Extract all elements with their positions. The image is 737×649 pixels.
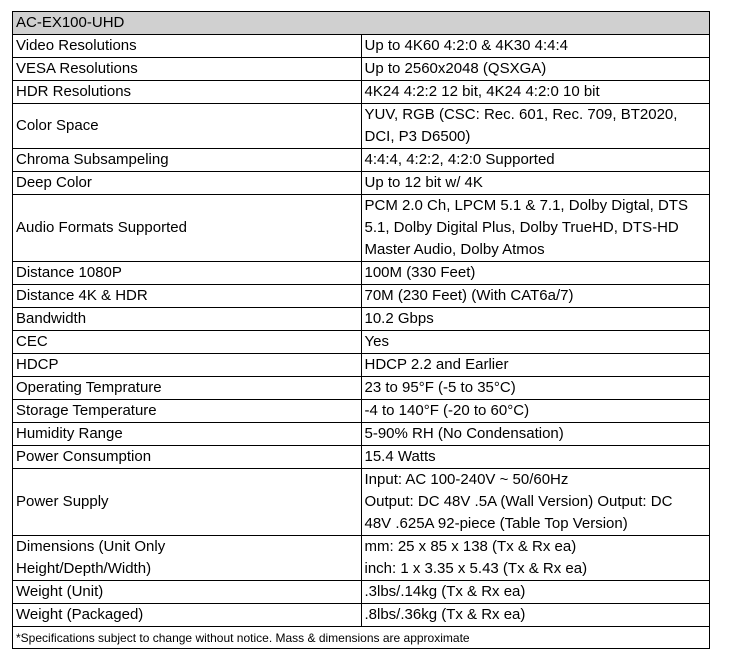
spec-label-line: Chroma Subsampeling (16, 151, 169, 168)
spec-value-line: 23 to 95°F (-5 to 35°C) (364, 379, 516, 396)
spec-label (13, 195, 362, 262)
spec-row (13, 262, 710, 285)
spec-value (361, 423, 710, 446)
spec-label-line: Color Space (16, 117, 99, 134)
spec-label (13, 400, 362, 423)
spec-label-line: Power Supply (16, 493, 109, 510)
spec-label-line: Power Consumption (16, 448, 152, 465)
spec-row (13, 285, 710, 308)
spec-row (13, 104, 710, 149)
spec-row (13, 469, 710, 536)
spec-value (361, 35, 710, 58)
spec-value (361, 285, 710, 308)
spec-label (13, 604, 362, 627)
spec-label (13, 172, 362, 195)
footnote-row (13, 627, 710, 649)
spec-label-line: Height/Depth/Width) (16, 560, 152, 577)
spec-value-line: DCI, P3 D6500) (364, 128, 471, 145)
spec-label (13, 536, 362, 581)
spec-label (13, 81, 362, 104)
spec-value-line: -4 to 140°F (-20 to 60°C) (364, 402, 530, 419)
spec-value (361, 469, 710, 536)
spec-value-line: 4:4:4, 4:2:2, 4:2:0 Supported (364, 151, 555, 168)
spec-value-line: HDCP 2.2 and Earlier (364, 356, 509, 373)
spec-value (361, 195, 710, 262)
spec-value-line: mm: 25 x 85 x 138 (Tx & Rx ea) (364, 538, 577, 555)
spec-row (13, 377, 710, 400)
spec-label (13, 149, 362, 172)
spec-label-line: Deep Color (16, 174, 92, 191)
spec-label (13, 377, 362, 400)
spec-label (13, 331, 362, 354)
spec-value-line: inch: 1 x 3.35 x 5.43 (Tx & Rx ea) (364, 560, 588, 577)
spec-row (13, 81, 710, 104)
spec-value (361, 377, 710, 400)
spec-label (13, 285, 362, 308)
spec-value-line: 48V .625A 92-piece (Table Top Version) (364, 515, 628, 532)
spec-value-line: 4K24 4:2:2 12 bit, 4K24 4:2:0 10 bit (364, 83, 600, 100)
model-title: AC-EX100-UHD (13, 12, 710, 35)
spec-label-line: Audio Formats Supported (16, 219, 187, 236)
spec-label (13, 35, 362, 58)
spec-value-line: 5-90% RH (No Condensation) (364, 425, 564, 442)
footnote: *Specifications subject to change without notice. Mass & dimensions are approximate (13, 627, 710, 649)
spec-value-line: YUV, RGB (CSC: Rec. 601, Rec. 709, BT2020, (364, 106, 678, 123)
spec-row (13, 581, 710, 604)
spec-row (13, 195, 710, 262)
spec-value-line: Yes (364, 333, 389, 350)
spec-label-line: Humidity Range (16, 425, 123, 442)
spec-label (13, 308, 362, 331)
spec-row (13, 58, 710, 81)
spec-value-line: Up to 2560x2048 (QSXGA) (364, 60, 547, 77)
spec-value-line: 15.4 Watts (364, 448, 436, 465)
spec-value (361, 331, 710, 354)
spec-value-line: 70M (230 Feet) (With CAT6a/7) (364, 287, 574, 304)
spec-row (13, 446, 710, 469)
spec-value (361, 262, 710, 285)
spec-value-line: Output: DC 48V .5A (Wall Version) Output: DC (364, 493, 673, 510)
spec-value (361, 58, 710, 81)
spec-label-line: CEC (16, 333, 48, 350)
spec-value (361, 604, 710, 627)
spec-value (361, 354, 710, 377)
spec-value (361, 308, 710, 331)
spec-value (361, 536, 710, 581)
spec-value-line: .3lbs/.14kg (Tx & Rx ea) (364, 583, 526, 600)
spec-row (13, 423, 710, 446)
spec-label-line: Distance 4K & HDR (16, 287, 148, 304)
spec-label (13, 581, 362, 604)
spec-label (13, 104, 362, 149)
spec-label-line: Weight (Packaged) (16, 606, 144, 623)
spec-value-line: Up to 4K60 4:2:0 & 4K30 4:4:4 (364, 37, 568, 54)
spec-value-line: PCM 2.0 Ch, LPCM 5.1 & 7.1, Dolby Digtal, DTS (364, 197, 688, 214)
spec-row (13, 149, 710, 172)
spec-label-line: HDR Resolutions (16, 83, 132, 100)
spec-value-line: Input: AC 100-240V ~ 50/60Hz (364, 471, 569, 488)
spec-label (13, 354, 362, 377)
spec-value (361, 149, 710, 172)
spec-row (13, 400, 710, 423)
spec-value (361, 400, 710, 423)
spec-row (13, 35, 710, 58)
spec-label (13, 446, 362, 469)
spec-label-line: Weight (Unit) (16, 583, 104, 600)
spec-value-line: 5.1, Dolby Digital Plus, Dolby TrueHD, DTS-HD (364, 219, 679, 236)
spec-table (12, 11, 710, 649)
spec-value (361, 81, 710, 104)
spec-value-line: .8lbs/.36kg (Tx & Rx ea) (364, 606, 526, 623)
spec-value (361, 104, 710, 149)
spec-value-line: 10.2 Gbps (364, 310, 434, 327)
table-header-row (13, 12, 710, 35)
spec-label-line: Operating Temprature (16, 379, 162, 396)
spec-label-line: Distance 1080P (16, 264, 122, 281)
spec-value-line: Up to 12 bit w/ 4K (364, 174, 483, 191)
spec-label-line: VESA Resolutions (16, 60, 138, 77)
spec-value (361, 581, 710, 604)
spec-label (13, 58, 362, 81)
spec-value (361, 172, 710, 195)
spec-value-line: 100M (330 Feet) (364, 264, 476, 281)
spec-row (13, 604, 710, 627)
spec-value (361, 446, 710, 469)
spec-row (13, 536, 710, 581)
spec-label-line: Storage Temperature (16, 402, 157, 419)
spec-label-line: HDCP (16, 356, 59, 373)
spec-row (13, 172, 710, 195)
spec-row (13, 331, 710, 354)
spec-row (13, 308, 710, 331)
spec-row (13, 354, 710, 377)
spec-label-line: Video Resolutions (16, 37, 137, 54)
spec-label (13, 262, 362, 285)
spec-label (13, 469, 362, 536)
spec-value-line: Master Audio, Dolby Atmos (364, 241, 545, 258)
spec-label (13, 423, 362, 446)
spec-table-body (13, 12, 710, 649)
spec-label-line: Dimensions (Unit Only (16, 538, 166, 555)
spec-label-line: Bandwidth (16, 310, 87, 327)
